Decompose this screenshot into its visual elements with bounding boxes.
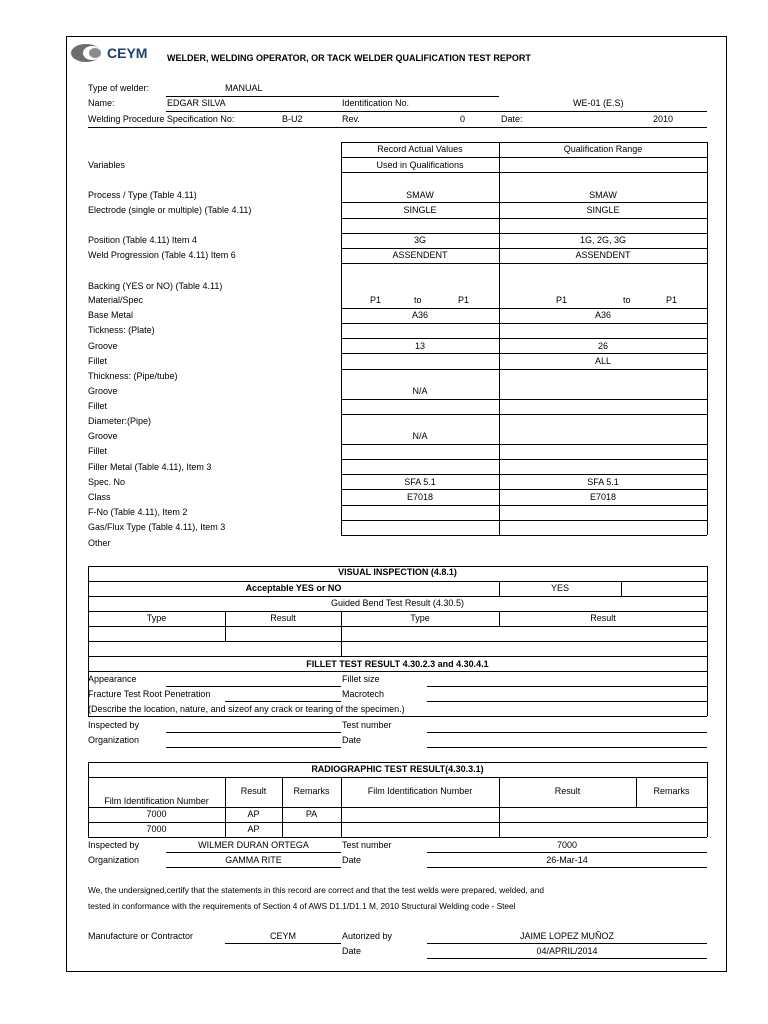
variable-label: Thickness: (Pipe/tube): [88, 371, 178, 381]
footer-date-value: 04/APRIL/2014: [536, 946, 598, 956]
date-label: Date:: [501, 114, 523, 124]
rt-row-1-result: AP: [247, 809, 260, 819]
fillet-size-label: Fillet size: [342, 674, 380, 684]
date-value: 2010: [653, 114, 674, 124]
rt-date-value: 26-Mar-14: [546, 855, 588, 865]
variable-label: Weld Progression (Table 4.11) Item 6: [88, 250, 236, 260]
describe-note: (Describe the location, nature, and sizeof any crack or tearing of the specimen.): [88, 704, 405, 714]
rt-organization-value: GAMMA RITE: [225, 855, 282, 865]
bend-title: Guided Bend Test Result (4.30.5): [331, 598, 464, 608]
radiographic-title: RADIOGRAPHIC TEST RESULT(4.30.3.1): [311, 764, 484, 774]
variable-label: Electrode (single or multiple) (Table 4.11): [88, 205, 252, 215]
variable-range-value: 1G, 2G, 3G: [579, 235, 627, 245]
material-record-until: P1: [458, 295, 470, 305]
rt-row-2-result: AP: [247, 824, 260, 834]
bend-col-result-1: Result: [270, 613, 296, 623]
type-value: MANUAL: [225, 83, 263, 93]
name-label: Name:: [88, 98, 115, 108]
acceptable-value: YES: [551, 583, 570, 593]
certify-line-2: tested in conformance with the requirements of Section 4 of AWS D1.1/D1.1 M, 2010 Structural Welding code - Steel: [88, 901, 516, 911]
variable-label: Base Metal: [88, 310, 134, 320]
variable-record-value: SINGLE: [403, 205, 437, 215]
variable-label: Fillet: [88, 446, 108, 456]
variable-label: Groove: [88, 431, 118, 441]
variable-label: Diameter:(Pipe): [88, 416, 152, 426]
certify-line-1: We, the undersigned,certify that the statements in this record are correct and that the test welds were prepared, welded, and: [88, 885, 544, 895]
variable-record-value: A36: [411, 310, 428, 320]
variable-label: Other: [88, 538, 111, 548]
variable-record-value: N/A: [412, 431, 428, 441]
material-range-from: P1: [556, 295, 568, 305]
rt-row-2-film: 7000: [146, 824, 167, 834]
variable-record-value: N/A: [412, 386, 428, 396]
rt-organization-label: Organization: [88, 855, 140, 865]
type-label: Type of welder:: [88, 83, 150, 93]
fillet-test-number-label: Test number: [342, 720, 392, 730]
authorized-value: JAIME LOPEZ MUÑOZ: [519, 931, 614, 941]
name-value: EDGAR SILVA: [167, 98, 226, 108]
material-record-from: P1: [370, 295, 382, 305]
rt-col-film-1: Film Identification Number: [104, 796, 209, 806]
rt-row-1-remarks: PA: [305, 809, 318, 819]
manufacturer-value: CEYM: [269, 931, 296, 941]
variable-label: Gas/Flux Type (Table 4.11), Item 3: [88, 522, 226, 532]
rt-inspected-label: Inspected by: [88, 840, 140, 850]
rt-test-number-label: Test number: [342, 840, 392, 850]
variable-label: Position (Table 4.11) Item 4: [88, 235, 197, 245]
variable-record-value: SFA 5.1: [404, 477, 436, 487]
col-record-subheader: Used in Qualifications: [376, 160, 464, 170]
rt-date-label: Date: [342, 855, 362, 865]
logo-text: CEYM: [107, 45, 148, 61]
rt-col-result-1: Result: [240, 786, 267, 796]
variable-label: Material/Spec: [88, 295, 144, 305]
variable-label: Filler Metal (Table 4.11), Item 3: [88, 462, 212, 472]
authorized-label: Autorized by: [342, 931, 393, 941]
variable-range-value: 26: [597, 341, 608, 351]
bend-col-type-2: Type: [410, 613, 430, 623]
fillet-organization-label: Organization: [88, 735, 140, 745]
acceptable-label: Acceptable YES or NO: [245, 583, 342, 593]
fillet-date-label: Date: [342, 735, 362, 745]
material-range-to: to: [623, 295, 631, 305]
variable-label: Spec. No: [88, 477, 126, 487]
col-record-header: Record Actual Values: [377, 144, 463, 154]
variable-label: F-No (Table 4.11), Item 2: [88, 507, 188, 517]
variable-label: Tickness: (Plate): [88, 325, 155, 335]
rt-row-1-film: 7000: [146, 809, 167, 819]
variable-record-value: SMAW: [406, 190, 434, 200]
rev-label: Rev.: [342, 114, 360, 124]
rt-col-film-2: Film Identification Number: [367, 786, 473, 796]
variable-range-value: A36: [594, 310, 611, 320]
rt-col-remarks-2: Remarks: [653, 786, 690, 796]
rt-col-remarks-1: Remarks: [293, 786, 330, 796]
variable-range-value: ASSENDENT: [575, 250, 631, 260]
rt-col-result-2: Result: [554, 786, 581, 796]
material-range-until: P1: [666, 295, 678, 305]
fillet-title: FILLET TEST RESULT 4.30.2.3 and 4.30.4.1: [306, 659, 489, 669]
variable-label: Groove: [88, 386, 118, 396]
variable-range-value: ALL: [594, 356, 611, 366]
variable-record-value: E7018: [406, 492, 434, 502]
variable-label: Fillet: [88, 401, 108, 411]
appearance-label: Appearance: [88, 674, 137, 684]
bend-col-result-2: Result: [590, 613, 616, 623]
report-title: WELDER, WELDING OPERATOR, OR TACK WELDER QUALIFICATION TEST REPORT: [167, 53, 531, 63]
company-logo: [70, 42, 160, 64]
manufacturer-label: Manufacture or Contractor: [88, 931, 194, 941]
variable-label: Fillet: [88, 356, 108, 366]
wps-label: Welding Procedure Specification No:: [88, 114, 235, 124]
col-range-header: Qualification Range: [563, 144, 643, 154]
footer-date-label: Date: [342, 946, 362, 956]
macrotech-label: Macrotech: [342, 689, 385, 699]
id-label: Identification No.: [342, 98, 410, 108]
variable-label: Backing (YES or NO) (Table 4.11): [88, 281, 223, 291]
visual-title: VISUAL INSPECTION (4.8.1): [338, 567, 457, 577]
fracture-label: Fracture Test Root Penetration: [88, 689, 211, 699]
rev-value: 0: [460, 114, 466, 124]
fillet-inspected-label: Inspected by: [88, 720, 140, 730]
variable-range-value: SINGLE: [586, 205, 620, 215]
variable-label: Process / Type (Table 4.11): [88, 190, 197, 200]
variable-record-value: ASSENDENT: [392, 250, 448, 260]
variable-range-value: SFA 5.1: [587, 477, 619, 487]
variable-record-value: 13: [414, 341, 425, 351]
wps-value: B-U2: [282, 114, 303, 124]
material-record-to: to: [414, 295, 422, 305]
variable-range-value: E7018: [589, 492, 617, 502]
rt-test-number-value: 7000: [556, 840, 578, 850]
id-value: WE-01 (E.S): [573, 98, 624, 108]
rt-inspected-value: WILMER DURAN ORTEGA: [198, 840, 309, 850]
variable-record-value: 3G: [413, 235, 426, 245]
variable-label: Groove: [88, 341, 118, 351]
variable-range-value: SMAW: [589, 190, 617, 200]
bend-col-type-1: Type: [146, 613, 167, 623]
variable-label: Class: [88, 492, 111, 502]
variables-heading: Variables: [88, 160, 125, 170]
